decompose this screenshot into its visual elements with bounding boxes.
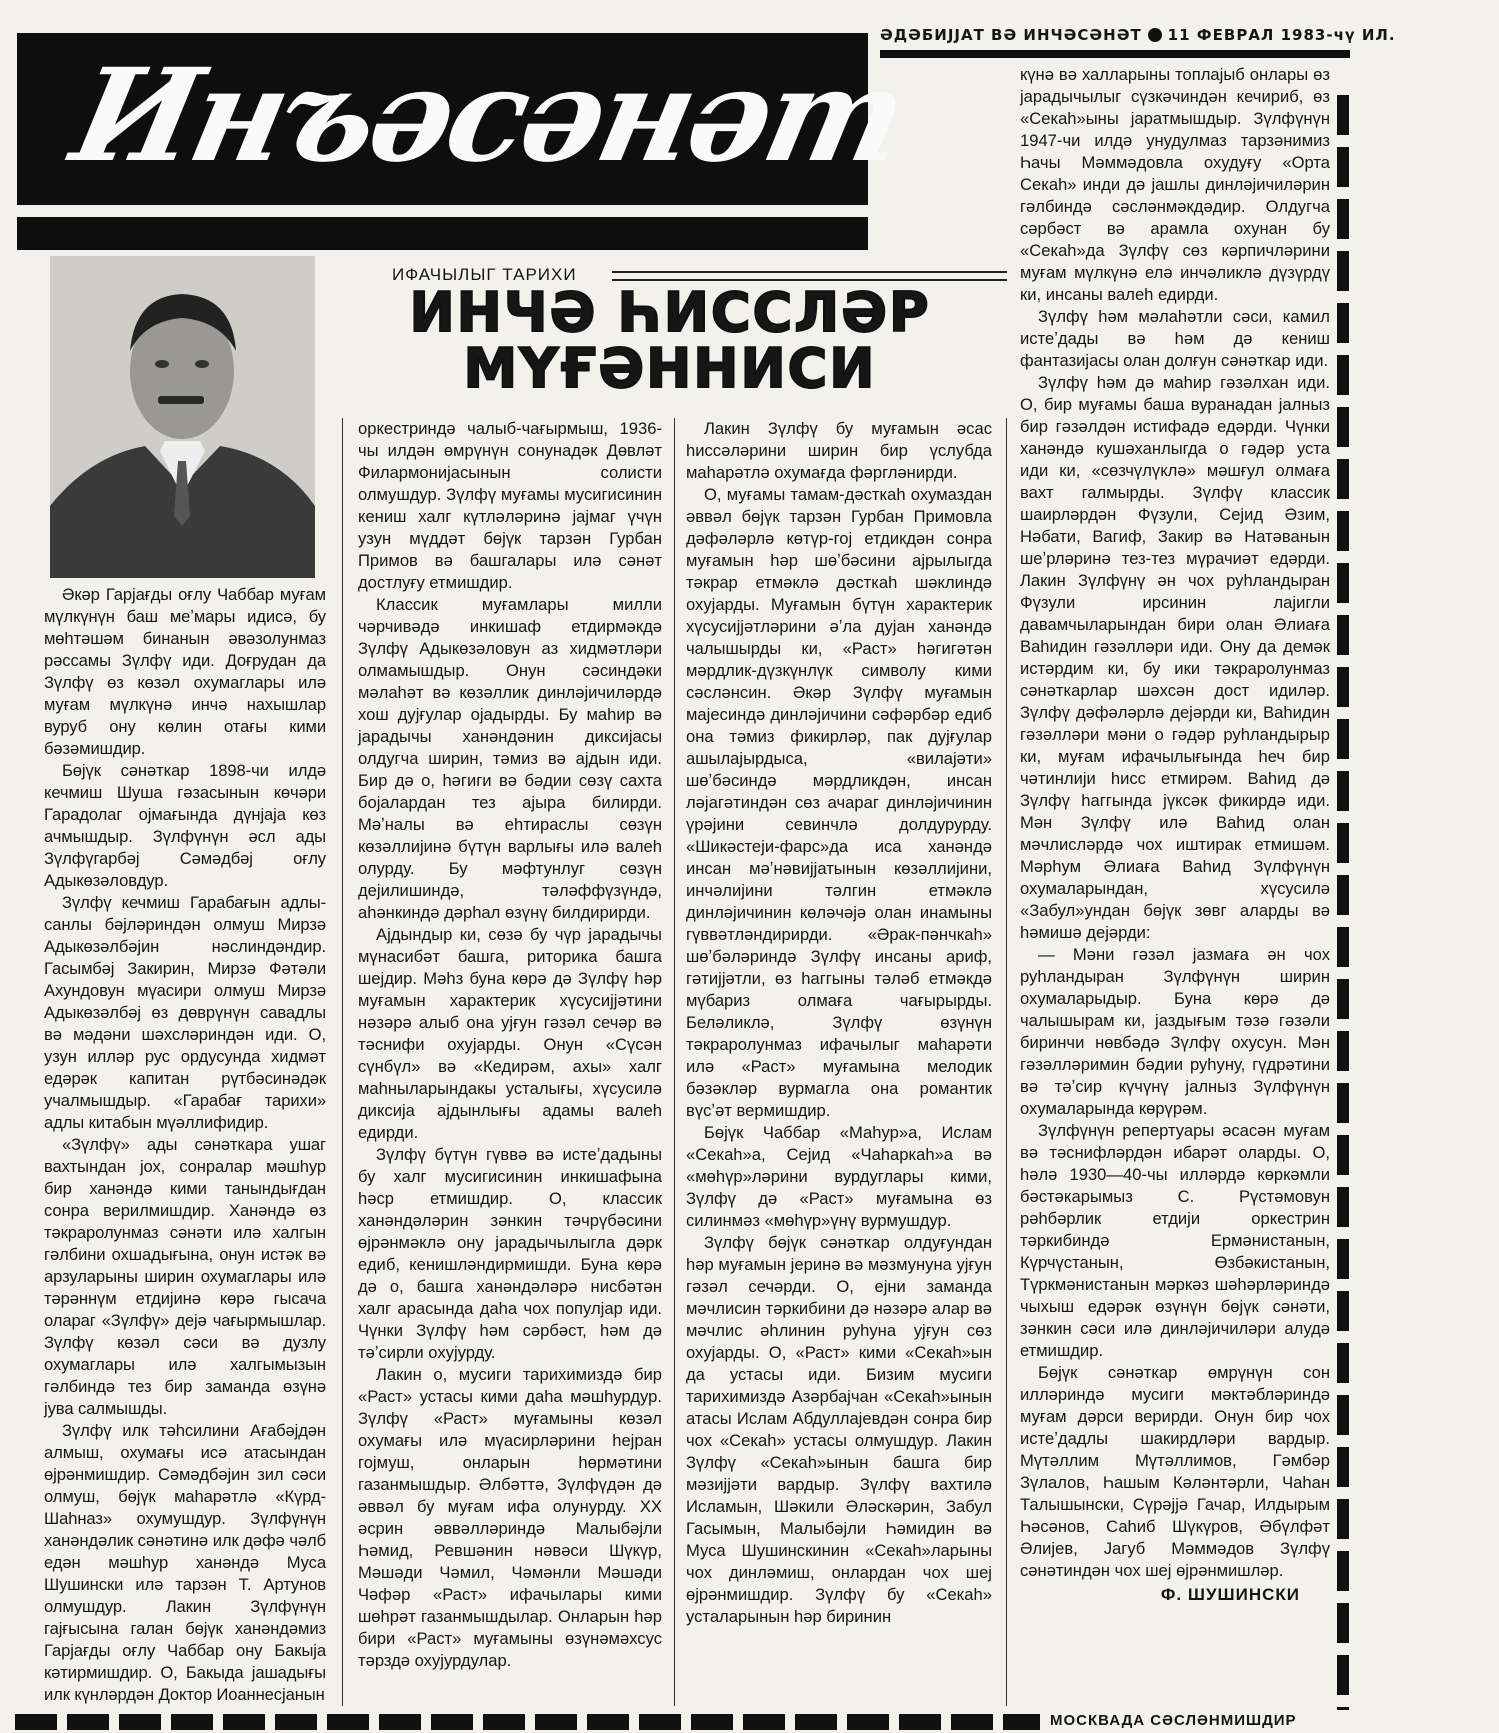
paragraph: Бөјүк Чаббар «Маһур»а, Ислам «Секаһ»а, Сејид «Чаһаркаһ»а вә «мөһүр»ләрини вурдуглары кими, Зүлфү дә «Раст» муғамына өз силинмәз «мөһүр»үнү вурмушдур. <box>686 1123 992 1230</box>
paragraph: О, муғамы тамам-дәсткаһ охумаздан әввәл бөјүк тарзән Гурбан Примовла дәфәләрлә көтүр-гој етдикдән сонра муғамын һәр шөʼбәсини ајрылыгда тәкрар етмәклә дәсткаһ шәклиндә охујарды. Муғамын бүтүн характерик хүсусијјәтләрини әʼла дујан ханәндә чалышырды ки, «Раст» һәгигәтән мәрдлик-дүзкүнлүк символу кими сәсләнсин. Әкәр Зүлфү муғамын мајесиндә динләјичини сәфәрбәр едиб она тәмиз фикирләр, пак дујғулар ашылајырдыса, «вилајәти» шөʼбәсиндә мәрдликдән, инсан ләјагәтиндән сөз ачараг динләјичинин үрәјини севинчлә долдурурду. «Шикәстеји-фарс»да иса ханәндә инсан мәʼнәвијјатынын көзәллијини, инчәлијини тәлгин етмәклә динләјичинин көләчәјә олан инамыны гүввәтләндирирди. «Әрак-пәнчкаһ» шөʼбәләриндә Зүлфү инсаны ариф, гәтијјәтли, өз һаггыны тәләб етмәкдә мүбариз олмаға чағырырды. Беләликлә, Зүлфү өзүнүн тәкраролунмаз ифачылыг маһарәти илә «Раст» муғамына мелодик бәзәкләр вурмагла она романтик вүсʼәт вермишдир. <box>686 485 992 1120</box>
paragraph: Зүлфү һәм мәлаһәтли сәси, камил истеʼдады вә һәм дә кениш фантазијасы олан долғун сәнәткар иди. <box>1020 307 1330 370</box>
portrait-photo <box>50 256 315 578</box>
article-column-2 <box>358 418 662 1672</box>
paragraph: Зүлфү илк тәһсилини Ағабәјдән алмыш, охумағы исә атасындан өјрәнмишдир. Сәмәдбәјин зил сәси олмуш, бөјүк маһарәтлә «Күрд-Шаһназ» охумушдур. Зүлфүнүн ханәндәлик сәнәтинә илк дәфә чәлб едән мәшһур ханәндә Муса Шушински илә тарзән Т. Артунов олмушдур. Лакин Зүлфүнүн гајғысына галан бөјүк ханәндәмиз Гарјағды оғлу Чаббар ону Бакыја кәтирмишдир. О, Бакыда јашадығы илк күнләрдән Доктор Иоаннесјанын <box>44 1421 326 1704</box>
rubric-rule <box>612 271 1007 281</box>
header-rule <box>880 50 1350 58</box>
next-article-heading: МОСКВАДА СӘСЛӘНМИШДИР <box>1050 1712 1297 1729</box>
paragraph: Зүлфүнүн репертуары әсасән муғам вә тәснифләрдән ибарәт оларды. О, һәлә 1930—40-чы илләрдә көркәмли бәстәкарымыз С. Рүстәмовун рәһбәрлик етдији оркестрин тәркибиндә Ермәнистанын, Күрчүстанын, Өзбәкистанын, Түркмәнистанын мәркәз шәһәрләриндә чыхыш едәрәк өзүнүн бөјүк сәнәти, зәнкин сәси илә динләјичиләри алудә етмишдир. <box>1020 1121 1330 1360</box>
paragraph: Зүлфү кечмиш Гарабағын адлы-санлы бәјләриндән олмуш Мирзә Адыкөзәлбәјин нәслиндәндир. Гасымбәј Закирин, Мирзә Фәтәли Ахундовун мүасири олмуш Мирзә Адыкөзәлбәј өз дөврүнүн савадлы вә мәдәни шәхсләриндән иди. О, узун илләр рус ордусунда хидмәт едәрәк капитан рүтбәсинәдәк учалмышдыр. «Гарабағ тарихи» адлы китабын мүәллифидир. <box>44 893 326 1132</box>
paragraph: күнә вә халларыны топлајыб онлары өз јарадычылыг сүзкәчиндән кечириб, өз «Секаһ»ыны јаратмышдыр. Зүлфүнүн 1947-чи илдә унудулмаз тарзәнимиз Һачы Мәммәдовла охудуғу «Орта Секаһ» инди дә јашлы динләјичиләрин гәлбиндә сәсләнмәкдәдир. Олдугча сәрбәст вә арамла охунан бу «Секаһ»да Зүлфү сөз кәрпичләрини муғам мүлкүнә елә инчәликлә дүзүрдү ки, инсаны валеһ едирди. <box>1020 65 1330 304</box>
masthead-stripe <box>17 205 868 217</box>
paragraph: оркестриндә чалыб-чағырмыш, 1936-чы илдән өмрүнүн сонунадәк Дөвләт Филармонијасынын солисти олмушдур. Зүлфү муғамы мусигисинин кениш халг күтләләринә јајмаг үчүн узун мүддәт бөјүк тарзән Гурбан Примов вә башгалары илә сәнәт достлуғу етмишдир. <box>358 419 662 592</box>
author-signature: Ф. ШУШИНСКИ <box>1160 1585 1300 1604</box>
article-column-4 <box>1020 64 1330 1606</box>
column-rule <box>342 418 343 1706</box>
dateline <box>880 26 1396 44</box>
paragraph: Бөјүк сәнәткар 1898-чи илдә кечмиш Шуша гәзасынын көчәри Гарадолаг оjмағында дүнјаја көз ачмышдыр. Зүлфүнүн әсл ады Зүлфүгарбәј Сәмәдбәј оғлу Адыкөзәловдур. <box>44 761 326 890</box>
paragraph: Лакин Зүлфү бу муғамын әсас һиссәләрини ширин бир үслубда маһарәтлә охумағда фәргләнирди. <box>686 419 992 482</box>
paragraph: Классик муғамлары милли чәрчивәдә инкишаф етдирмәкдә Зүлфү Адыкөзәловун аз хидмәтләри олмамышдыр. Онун сәсиндәки мәлаһәт вә көзәллик динләјичиләрдә хош дујғулар ојадырды. Бу маһир вә јарадычы ханәндәнин диксијасы олдугча ширин, тәмиз вә ајдын иди. Бир дә о, һәгиги вә бәдии сөзү сахта бојалардан тез ајыра билирди. Мәʼналы вә еһтираслы сөзүн көзәллијинә бүтүн варлығы илә валеһ олурду. Бу мәфтунлуг сөзүн дејилишиндә, тәләффүзүндә, аһәнкиндә дәрһал өзүнү билдирирди. <box>358 595 662 922</box>
article-column-3 <box>686 418 992 1628</box>
paragraph: Ајдындыр ки, сөзә бу чүр јарадычы мүнасибәт башга, риторика башга шејдир. Мәһз буна көрә дә Зүлфү һәр муғамын характерик хүсусијјәтини нәзәрә алыб она ујғун гәзәл сечәр вә тәснифи охујарды. Онун «Сүсән сүнбүл» вә «Кедирәм, ахы» халг маһныларындакы усталығы, хүсусилә диксија ајдынлығы адамы валеһ едирди. <box>358 925 662 1142</box>
newspaper-name: ӘДӘБИЈЈАТ ВӘ ИНЧӘСӘНӘТ <box>880 26 1142 44</box>
article-headline <box>400 281 940 400</box>
paragraph: Зүлфү бөјүк сәнәткар олдуғундан һәр муғамын јеринә вә мәзмунуна ујғун гәзәл сечәрди. О, ејни заманда мәчлисин тәркибини дә нәзәрә алар вә мәчлис әһлинин руһуна ујғун сөз охујарды. О, «Раст» кими «Секаһ»ын да устасы иди. Бизим мусиги тарихимиздә Азәрбајчан «Секаһ»ынын атасы Ислам Абдуллајевдән сонра бир чох «Секаһ» устасы олмушдур. Лакин Зүлфү «Секаһ»ынын башга бир мәзијјәти вардыр. Зүлфү вахтилә Исламын, Шәкили Әләскәрин, Забул Гасымын, Малыбәјли Һәмидин вә Муса Шушинскинин «Секаһ»ларыны чох динләмиш, онлардан чох шеј өјрәнмишдир. Зүлфү бу «Секаһ» усталарынын һәр биринин <box>686 1233 992 1626</box>
paragraph: «Зүлфү» ады сәнәткара ушаг вахтындан јох, сонралар мәшһур бир ханәндә кими танындығдан сонра верилмишдир. Ханәндә өз тәкраролунмаз сәнәти илә халгын гәлбини охшадығына, онун истәк вә арзуларыны ширин охумаглары илә тәрәннүм етдијинә көрә гысача олараг «Зүлфү» дејә чағырмышлар. Зүлфү көзәл сәси вә дузлу охумаглары илә халгымызын гәлбиндә тез бир заманда өзүнә јува салмышды. <box>44 1135 326 1418</box>
column-rule <box>674 418 675 1706</box>
paragraph: Әкәр Гарјағды оғлу Чаббар муғам мүлкүнүн баш меʼмары идисә, бу мөһтәшәм бинанын әвәзолунмаз рәссамы Зүлфү иди. Доғрудан да Зүлфү өз көзәл охумаглары илә муғам мүлкүнә инчә нахышлар вуруб ону көлин отағы кими бәзәмишдир. <box>44 585 326 758</box>
column-rule <box>1006 418 1007 1706</box>
rubric-label: ИФАЧЫЛЫГ ТАРИХИ <box>392 265 577 284</box>
section-masthead <box>17 33 916 250</box>
article-column-1 <box>44 584 326 1706</box>
bullet-icon <box>1148 28 1162 42</box>
paragraph: — Мәни гәзәл јазмаға ән чох руһландыран Зүлфүнүн ширин охумаларыдыр. Буна көрә дә чалышырам ки, јаздығым тәзә гәзәли биринчи нөвбәдә Зүлфү охусун. Мән гәзәлләримин бәдии руһуну, гүдрәтини вә тәʼсир күчүнү јалныз Зүлфүнүн охумаларында көрүрәм. <box>1020 945 1330 1118</box>
paragraph: Лакин о, мусиги тарихимиздә бир «Раст» устасы кими даһа мәшһурдур. Зүлфү «Раст» муғамыны көзәл охумағы илә мүасирләрини һејран гојмуш, онларын һөрмәтини газанмышдыр. Әлбәттә, Зүлфүдән дә әввәл бу муғам ифа олунурду. XX әсрин әввәлләриндә Малыбәјли Һәмид, Ревшәнин нәвәси Шүкүр, Мәшәди Чәмил, Чәмәнли Мәшәди Чәфәр «Раст» ифачылары кими шөһрәт газанмышдылар. Онларын һәр бири «Раст» муғамыны өзүнәмәхсус тәрздә охујурдулар. <box>358 1365 662 1670</box>
headline-line: МҮҒӘННИСИ <box>463 337 877 400</box>
headline-line: ИНЧӘ ҺИССЛӘР <box>409 281 931 344</box>
issue-date: 11 ФЕВРАЛ 1983-чү ИЛ. <box>1167 26 1396 44</box>
paragraph: Бөјүк сәнәткар өмрүнүн сон илләриндә мусиги мәктәбләриндә муғам дәрси верирди. Онун бир чох истеʼдадлы шакирдләри вардыр. Мүтәллим Мүтәллимов, Гәмбәр Зүлалов, Һашым Кәләнтәрли, Чаһан Талышынски, Сүрәјјә Гачар, Илдырым Һәсәнов, Саһиб Шүкүров, Әбүлфәт Әлијев, Јагуб Мәммәдов Зүлфү сәнәтиндән чох шеј өјрәнмишләр. <box>1020 1363 1330 1580</box>
margin-bar <box>1337 95 1349 1710</box>
paragraph: Зүлфү һәм дә маһир гәзәлхан иди. О, бир муғамы баша вуранадан јалныз бир гәзәлдән истифадә едәрди. Чүнки ханәндә кушәханлыгда о гәдәр уста иди ки, «сөзчүлүклә» мәшғул олмаға вахт галмырды. Зүлфү классик шаирләрдән Фүзули, Сејид Әзим, Нәбати, Вагиф, Закир вә Натәванын шеʼрләринә тез-тез мүрачиәт едәрди. Лакин Зүлфүнү ән чох руһландыран Фүзули ирсинин лајигли давамчыларындан бири олан Әлиаға Ваһидин гәзәлләри иди. Ону да демәк истәрдим ки, бу ики тәкраролунмаз сәнәткарлар шәхсән дост идиләр. Зүлфү дәфәләрлә дејәрди ки, Ваһидин гәзәлләри мәни о гәдәр руһландырыр ки, муғам ифачылығында һеч бир чәтинлији һисс етмирәм. Ваһид дә Зүлфү һаггында јүксәк фикирдә иди. Мән Зүлфү илә Ваһид олан мәчлисләрдә чох иштирак етмишәм. Мәрһум Әлиаға Ваһид Зүлфүнүн охумаларындан, хүсусилә «Забул»ундан бөјүк зөвг аларды вә һәмишә дејәрди: <box>1020 373 1330 942</box>
footer-bar <box>15 1714 1040 1730</box>
paragraph: Зүлфү бүтүн гүввә вә истеʼдадыны бу халг мусигисинин инкишафына һәср етмишдир. О, классик ханәндәләрин зәнкин тәчрүбәсини өјрәнмәклә ону јарадычылыгла дәрк едиб, кенишләндирмишди. Буна көрә дә о, башга ханәндәләрә нисбәтән халг арасында даһа чох популјар иди. Чүнки Зүлфү һәм сәрбәст, һәм дә тәʼсирли охујурду. <box>358 1145 662 1362</box>
section-logo: Инъәсәнәт <box>61 41 916 191</box>
